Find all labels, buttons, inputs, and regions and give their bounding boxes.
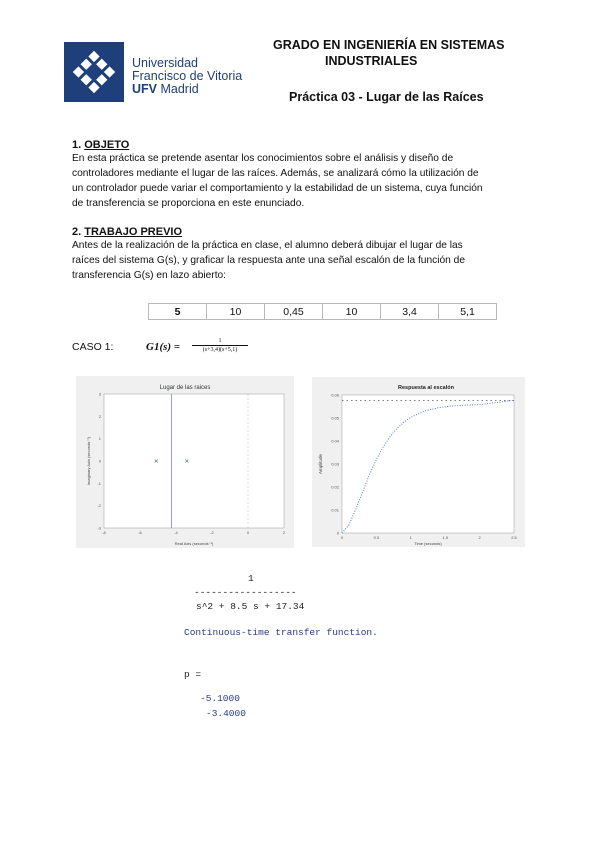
step-response-xlabel: Time (seconds)	[414, 541, 442, 546]
step-response-ytick: 0.05	[331, 415, 339, 421]
root-locus-xtick: 0	[246, 530, 250, 535]
university-short: UFV	[132, 82, 157, 96]
university-name-line2: Francisco de Vitoria	[132, 69, 243, 83]
section1-heading	[72, 139, 129, 151]
root-locus-ytick: 3	[98, 391, 101, 397]
parameter-cell: 0,45	[265, 304, 323, 320]
section1-line: un controlador puede variar el comportamiento y la estabilidad de un sistema, cuya función	[72, 183, 483, 194]
step-response-ytick: 0.06	[331, 392, 339, 398]
parameter-cell: 5	[149, 304, 207, 320]
root-locus-xtick: -8	[102, 530, 106, 535]
matlab-root: -5.1000	[200, 693, 240, 704]
step-response-ytick: 0.01	[331, 507, 339, 513]
section1-line: En esta práctica se pretende asentar los conocimientos sobre el análisis y diseño de	[72, 153, 454, 164]
root-locus-ylabel: Imaginary Axis (seconds⁻¹)	[86, 436, 91, 486]
step-response-title: Respuesta al escalón	[398, 385, 454, 391]
root-locus-ytick: -2	[97, 503, 101, 509]
section1-line: de transferencia se proporciona en este enunciado.	[72, 198, 305, 209]
parameter-cell: 5,1	[439, 304, 497, 320]
root-locus-xtick: -4	[174, 530, 178, 535]
case1-denominator: (s+3,4)(s+5,1)	[202, 347, 238, 353]
matlab-tf-denominator: s^2 + 8.5 s + 17.34	[196, 601, 305, 612]
step-response-axes	[342, 395, 514, 533]
parameter-cell: 10	[207, 304, 265, 320]
case1-label: CASO 1:	[72, 341, 114, 353]
campus-name: Madrid	[160, 82, 199, 96]
section2-line: raíces del sistema G(s), y graficar la respuesta ante una señal escalón de la función de	[72, 255, 465, 266]
step-response-xtick: 0.5	[373, 535, 380, 540]
root-locus-ytick: -3	[97, 525, 101, 531]
root-locus-ytick: -1	[97, 480, 101, 486]
step-response-ytick: 0.02	[331, 484, 339, 490]
step-response-figure	[312, 377, 525, 547]
matlab-tf-divider: ------------------	[194, 587, 297, 598]
case1-formula-lhs: G1(s) =	[146, 341, 181, 353]
step-response-xtick: 1.5	[442, 535, 448, 540]
parameter-value-row	[149, 304, 497, 320]
step-response-plot	[312, 377, 525, 547]
root-locus-ytick: 2	[98, 413, 101, 419]
root-locus-xlabel: Real Axis (seconds⁻¹)	[174, 541, 214, 546]
root-locus-ytick: 0	[98, 458, 101, 464]
section1-line: controladores mediante el lugar de las raíces. Además, se analizará cómo la utilización de	[72, 168, 479, 179]
section1-number: 1.	[72, 139, 82, 151]
section1-title: OBJETO	[84, 139, 130, 151]
section2-paragraph	[72, 238, 502, 283]
section2-line: transferencia G(s) en lazo abierto:	[72, 270, 227, 281]
ufv-logo-mark	[64, 42, 124, 102]
section2-number: 2.	[72, 226, 82, 238]
matlab-p-label: p =	[184, 669, 202, 680]
step-response-xtick: 1	[409, 535, 412, 540]
degree-title-line1: GRADO EN INGENIERÍA EN SISTEMAS	[273, 38, 505, 52]
root-locus-xtick: -2	[210, 530, 214, 535]
step-response-xtick: 2.5	[511, 535, 517, 540]
section2-heading	[72, 226, 182, 238]
root-locus-axes	[104, 394, 284, 528]
university-short-line	[132, 83, 199, 96]
step-response-xtick: 0	[340, 535, 344, 540]
university-name-line1: Universidad	[132, 56, 199, 70]
root-locus-title: Lugar de las raices	[159, 385, 211, 391]
step-response-ytick: 0.03	[331, 461, 339, 467]
case1-fraction	[192, 338, 248, 353]
section1-paragraph	[72, 151, 502, 211]
parameter-cell: 10	[323, 304, 381, 320]
degree-title-line2: INDUSTRIALES	[325, 54, 418, 68]
section2-title: TRABAJO PREVIO	[84, 226, 183, 238]
ufv-logo-icon	[64, 42, 124, 102]
parameter-table	[148, 299, 497, 320]
practice-title: Práctica 03 - Lugar de las Raíces	[289, 90, 484, 104]
matlab-tf-numerator: 1	[248, 573, 254, 584]
step-response-xtick: 2	[478, 535, 481, 540]
step-response-ytick: 0.04	[331, 438, 339, 444]
matlab-root: -3.4000	[206, 708, 246, 719]
section2-line: Antes de la realización de la práctica en clase, el alumno deberá dibujar el lugar de las	[72, 240, 463, 251]
root-locus-xtick: -6	[138, 530, 142, 535]
root-locus-figure	[76, 376, 294, 548]
case1-numerator: 1	[192, 338, 248, 346]
root-locus-ytick: 1	[98, 436, 101, 442]
parameter-cell: 3,4	[381, 304, 439, 320]
matlab-tf-note: Continuous-time transfer function.	[184, 627, 378, 638]
step-response-ytick: 0	[336, 530, 339, 536]
root-locus-plot	[76, 376, 294, 548]
step-response-ylabel: Amplitude	[318, 453, 323, 475]
root-locus-xtick: 2	[282, 530, 286, 535]
